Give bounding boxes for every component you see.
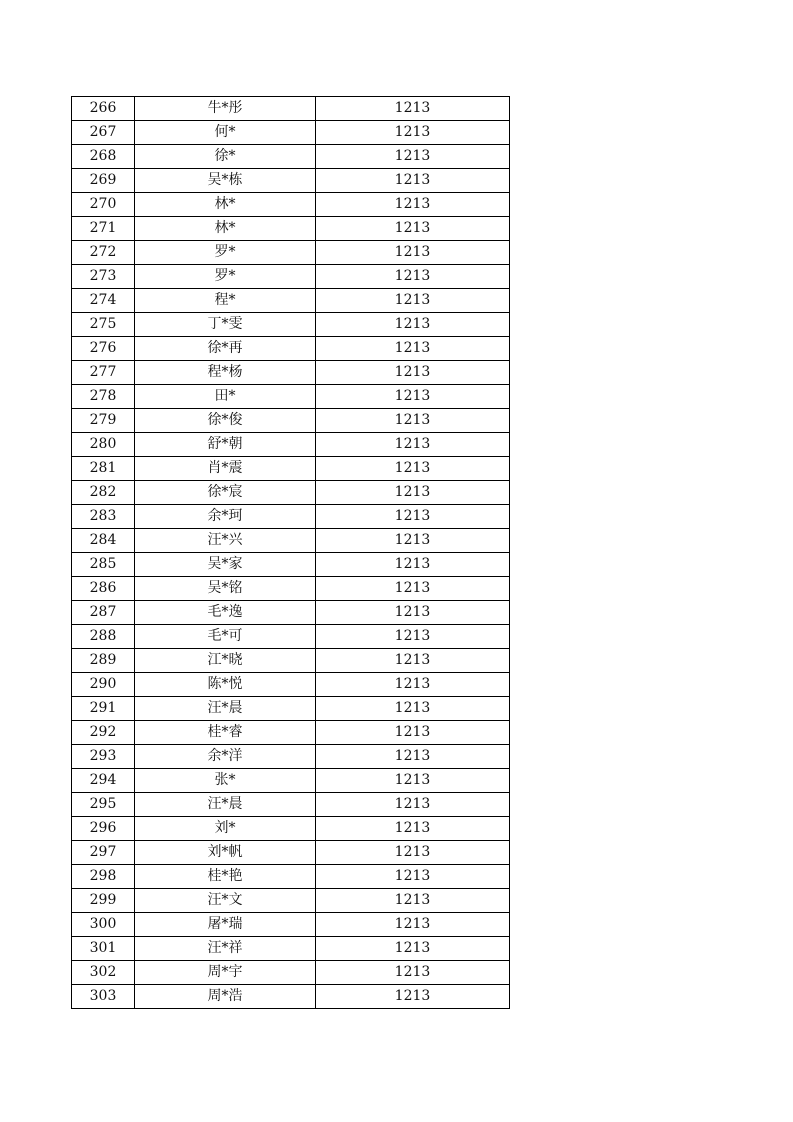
name-cell: 吴*栋 [135,169,316,193]
row-number-cell: 271 [72,217,135,241]
name-cell: 周*浩 [135,985,316,1009]
row-number-cell: 283 [72,505,135,529]
row-number-cell: 292 [72,721,135,745]
table-row [72,337,510,361]
table-row [72,481,510,505]
table-row [72,193,510,217]
row-number-cell: 274 [72,289,135,313]
table-row [72,697,510,721]
name-cell: 余*珂 [135,505,316,529]
name-cell: 屠*瑞 [135,913,316,937]
row-number-cell: 275 [72,313,135,337]
name-cell: 张* [135,769,316,793]
table-row [72,817,510,841]
value-cell: 1213 [316,961,510,985]
name-cell: 罗* [135,265,316,289]
value-cell: 1213 [316,241,510,265]
value-cell: 1213 [316,841,510,865]
value-cell: 1213 [316,673,510,697]
name-cell: 周*宇 [135,961,316,985]
name-cell: 汪*晨 [135,697,316,721]
table-row [72,841,510,865]
value-cell: 1213 [316,937,510,961]
row-number-cell: 294 [72,769,135,793]
name-cell: 罗* [135,241,316,265]
name-cell: 余*洋 [135,745,316,769]
name-cell: 牛*彤 [135,97,316,121]
value-cell: 1213 [316,985,510,1009]
table-row [72,385,510,409]
name-cell: 桂*艳 [135,865,316,889]
table-row [72,577,510,601]
name-cell: 田* [135,385,316,409]
value-cell: 1213 [316,409,510,433]
table-row [72,649,510,673]
table-row [72,625,510,649]
value-cell: 1213 [316,625,510,649]
name-cell: 何* [135,121,316,145]
table-row [72,97,510,121]
value-cell: 1213 [316,193,510,217]
table-row [72,217,510,241]
row-number-cell: 296 [72,817,135,841]
table-row [72,409,510,433]
table-row [72,313,510,337]
value-cell: 1213 [316,697,510,721]
table-row [72,961,510,985]
value-cell: 1213 [316,337,510,361]
name-cell: 吴*家 [135,553,316,577]
row-number-cell: 290 [72,673,135,697]
table-row [72,793,510,817]
table-row [72,529,510,553]
name-cell: 汪*祥 [135,937,316,961]
table-row [72,721,510,745]
row-number-cell: 276 [72,337,135,361]
table-row [72,433,510,457]
name-cell: 程*杨 [135,361,316,385]
table-row [72,769,510,793]
name-cell: 林* [135,193,316,217]
row-number-cell: 269 [72,169,135,193]
row-number-cell: 272 [72,241,135,265]
row-number-cell: 279 [72,409,135,433]
table-row [72,745,510,769]
value-cell: 1213 [316,505,510,529]
table-row [72,673,510,697]
name-cell: 刘*帆 [135,841,316,865]
table-row [72,913,510,937]
table-row [72,241,510,265]
name-cell: 徐*宸 [135,481,316,505]
row-number-cell: 299 [72,889,135,913]
row-number-cell: 267 [72,121,135,145]
row-number-cell: 268 [72,145,135,169]
row-number-cell: 288 [72,625,135,649]
value-cell: 1213 [316,265,510,289]
value-cell: 1213 [316,361,510,385]
name-cell: 汪*晨 [135,793,316,817]
row-number-cell: 297 [72,841,135,865]
row-number-cell: 287 [72,601,135,625]
value-cell: 1213 [316,745,510,769]
name-cell: 刘* [135,817,316,841]
name-cell: 汪*文 [135,889,316,913]
row-number-cell: 291 [72,697,135,721]
value-cell: 1213 [316,433,510,457]
row-number-cell: 301 [72,937,135,961]
row-number-cell: 285 [72,553,135,577]
name-cell: 徐* [135,145,316,169]
name-cell: 舒*朝 [135,433,316,457]
row-number-cell: 298 [72,865,135,889]
table-row [72,601,510,625]
name-cell: 林* [135,217,316,241]
row-number-cell: 302 [72,961,135,985]
value-cell: 1213 [316,793,510,817]
value-cell: 1213 [316,457,510,481]
table-row [72,169,510,193]
table-row [72,145,510,169]
row-number-cell: 277 [72,361,135,385]
row-number-cell: 280 [72,433,135,457]
value-cell: 1213 [316,817,510,841]
name-cell: 毛*逸 [135,601,316,625]
row-number-cell: 286 [72,577,135,601]
name-cell: 陈*悦 [135,673,316,697]
name-cell: 桂*睿 [135,721,316,745]
value-cell: 1213 [316,217,510,241]
value-cell: 1213 [316,289,510,313]
table-row [72,265,510,289]
data-table [71,96,510,1009]
value-cell: 1213 [316,769,510,793]
value-cell: 1213 [316,529,510,553]
value-cell: 1213 [316,913,510,937]
name-cell: 江*晓 [135,649,316,673]
row-number-cell: 295 [72,793,135,817]
name-cell: 徐*俊 [135,409,316,433]
table-row [72,121,510,145]
row-number-cell: 284 [72,529,135,553]
row-number-cell: 289 [72,649,135,673]
name-cell: 毛*可 [135,625,316,649]
row-number-cell: 300 [72,913,135,937]
name-cell: 吴*铭 [135,577,316,601]
value-cell: 1213 [316,577,510,601]
table-row [72,889,510,913]
value-cell: 1213 [316,385,510,409]
value-cell: 1213 [316,649,510,673]
table-row [72,553,510,577]
value-cell: 1213 [316,553,510,577]
row-number-cell: 270 [72,193,135,217]
table-row [72,865,510,889]
table-row [72,937,510,961]
row-number-cell: 282 [72,481,135,505]
name-cell: 肖*震 [135,457,316,481]
table-row [72,457,510,481]
value-cell: 1213 [316,313,510,337]
value-cell: 1213 [316,169,510,193]
row-number-cell: 273 [72,265,135,289]
value-cell: 1213 [316,889,510,913]
name-cell: 汪*兴 [135,529,316,553]
value-cell: 1213 [316,721,510,745]
value-cell: 1213 [316,601,510,625]
table-row [72,505,510,529]
table-row [72,289,510,313]
name-cell: 徐*再 [135,337,316,361]
value-cell: 1213 [316,145,510,169]
table-body [72,97,510,1009]
row-number-cell: 278 [72,385,135,409]
row-number-cell: 266 [72,97,135,121]
name-cell: 程* [135,289,316,313]
table-row [72,361,510,385]
row-number-cell: 303 [72,985,135,1009]
value-cell: 1213 [316,121,510,145]
row-number-cell: 281 [72,457,135,481]
name-cell: 丁*雯 [135,313,316,337]
value-cell: 1213 [316,865,510,889]
value-cell: 1213 [316,97,510,121]
row-number-cell: 293 [72,745,135,769]
value-cell: 1213 [316,481,510,505]
table-row [72,985,510,1009]
